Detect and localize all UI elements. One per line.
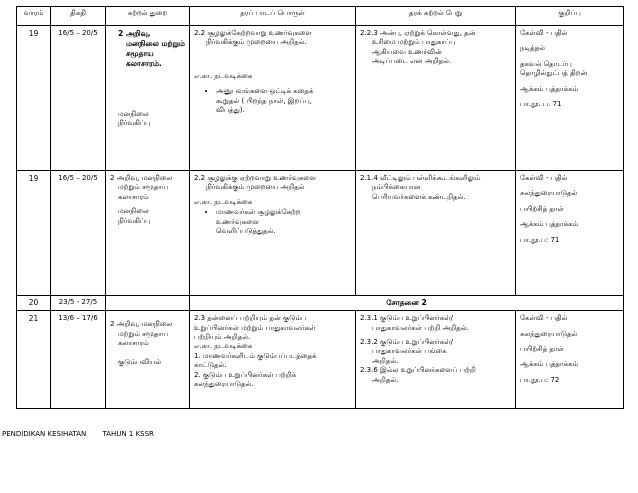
learning-standard-cell <box>356 311 516 409</box>
standard-line: நிர்வகிக்கும் முறையை அறிதல். <box>206 38 307 47</box>
standard-line: 2. குடும்ப உறுப்பினர்கள் பற்றிக் <box>194 370 297 379</box>
week-cell: 19 <box>17 171 51 296</box>
note-item: கலந்துரையாடுதல் <box>520 189 578 198</box>
note-item: பயிற்சித் தாள் <box>520 345 564 353</box>
outcome-line: 2.1.4 வீட்டிலும் பள்ளிக்கூடங்களிலும் <box>360 174 481 182</box>
header-date: திகதி <box>51 7 106 26</box>
table-row <box>17 26 624 171</box>
activity-list <box>194 208 351 236</box>
week-cell: 20 <box>17 296 51 311</box>
notes-cell <box>516 26 624 171</box>
standard-line: 2.2 சூழலுக்கு ஏற்றவாறு உணர்வுகளை <box>194 174 317 182</box>
note-item: கலந்துரையாடுதல் <box>520 329 578 338</box>
notes-cell <box>516 311 624 409</box>
date-cell: 13/6 – 17/6 <box>51 311 106 409</box>
note-item: தகவல் தொடர்பு தொழில்நுட்பத் திறன் <box>520 59 588 78</box>
field-line: 2 அறிவு, <box>118 29 151 38</box>
activity-label: எ.கா. நடவடிக்கை <box>194 197 253 206</box>
standard-line: உறுப்பினர்கள் மற்றும் பாதுகாவலர்கள் <box>194 323 316 332</box>
header-week: வாரம் <box>17 7 51 26</box>
page-footer <box>2 430 168 438</box>
week-cell: 21 <box>17 311 51 409</box>
week-cell: 19 <box>17 26 51 171</box>
date-cell: 16/5 – 20/5 <box>51 171 106 296</box>
exam-title: சோதனை 2 <box>190 296 624 311</box>
activity-label: எ.கா. நடவடிக்கை <box>194 71 253 80</box>
activity-item: • மாணவர்கள் சூழலுக்கேற்ற உணர்வுகளை வெளிப்படுத்துதல். <box>216 208 351 236</box>
field-line: 2 அறிவு, மனநிலை <box>110 174 173 182</box>
activity-label: எ.கா. நடவடிக்கை <box>194 342 253 351</box>
field-subtopic: நிர்வகிப்பு <box>118 118 151 127</box>
field-line: 2 அறிவு, மனநிலை <box>110 320 173 329</box>
note-item: ஆக்கம் புத்தாக்கம் <box>520 360 579 369</box>
field-subtopic: நிர்வகிப்பு <box>118 216 151 225</box>
outcome-line: பாதுகாவலர்கள் பற்றி அறிதல். <box>372 323 469 332</box>
header-content-standard: தரப் பாடப் பொருள் <box>190 7 356 26</box>
lesson-plan-table <box>16 6 624 409</box>
table-row <box>17 311 624 409</box>
learning-standard-cell <box>356 171 516 296</box>
note-item: கேள்வி - பதில் <box>520 174 568 182</box>
note-item: பயிற்சித் தாள் <box>520 204 564 213</box>
standard-line: 1. மாணவர்களிடம் குடும்பப்படத்தைக் <box>194 351 317 360</box>
table-row <box>17 171 624 296</box>
standard-line: நிர்வகிக்கும் முறையை அறிதல் <box>206 183 305 192</box>
outcome-line: 2.2.3 அன்பு, ஏற்றுக் கொள்வது, தன் <box>360 29 476 37</box>
date-cell: 23/5 - 27/5 <box>51 296 106 311</box>
field-line: கலாசாரம் <box>118 339 149 347</box>
field-line: சமூதாய <box>126 49 154 59</box>
outcome-line: 2.3.1 குடும்ப உறுப்பினர்கள்/ <box>360 314 453 323</box>
learning-field-cell <box>106 26 190 171</box>
standard-line: 2.2 சூழலுக்கேற்றவாறு உணர்வுகளை <box>194 29 312 37</box>
field-subtopic: குடும்பவியல் <box>118 358 162 367</box>
header-learning-field: கற்றல் துறை <box>106 7 190 26</box>
note-item: பா.நூ.ப: 71 <box>520 235 560 244</box>
header-notes: குறிப்பு <box>516 7 624 26</box>
standard-line: காட்டுதல். <box>194 361 227 370</box>
outcome-line: பாதுகாவலர்கள் பங்கை <box>372 347 447 356</box>
field-line: மனநிலை மற்றும் <box>126 39 185 49</box>
header-row <box>17 7 624 26</box>
outcome-line: ஆகியவை உணர்வின் <box>372 47 442 56</box>
field-line: கலாசாரம் <box>118 192 149 201</box>
field-subtopic: மனநிலை <box>118 207 149 216</box>
standard-line: 2.3 தன்னைப் பற்றியும் தன் குடும்ப <box>194 314 307 323</box>
content-standard-cell <box>190 26 356 171</box>
note-item: நடித்தல் <box>520 44 545 53</box>
note-item: கேள்வி - பதில் <box>520 314 568 323</box>
note-item: ஆக்கம் புத்தாக்கம் <box>520 84 579 93</box>
outcome-line: அடிப்படை என அறிதல். <box>372 57 452 66</box>
learning-field-cell <box>106 311 190 409</box>
footer-year: TAHUN 1 KSSR <box>102 430 154 438</box>
table-row <box>17 296 624 311</box>
outcome-line: உரிமை மற்றும் பாதுகாப்பு <box>372 38 456 47</box>
note-item: பா.நூ. ப. 71 <box>520 100 562 109</box>
content-standard-cell <box>190 311 356 409</box>
field-line: மற்றும் சமூதாய <box>118 183 168 192</box>
field-line: மற்றும் சமூதாய <box>118 329 168 338</box>
outcome-line: நம்பிக்கையான <box>372 183 421 192</box>
activity-list <box>194 87 351 115</box>
field-subtopic: மனநிலை <box>118 109 149 118</box>
learning-standard-cell <box>356 26 516 171</box>
standard-line: கலந்துரையாடுதல். <box>194 380 254 389</box>
activity-item: • அனுபவங்களை ஒட்டிக் கதைக் கூறுதல் ( பிறந்த நாள், இறப்பு, விபத்து). <box>216 87 351 115</box>
date-cell: 16/5 – 20/5 <box>51 26 106 171</box>
field-line: கலாசாரம். <box>126 59 162 69</box>
note-item: பா.நூ.ப: 72 <box>520 375 560 384</box>
note-item: ஆக்கம் புத்தாக்கம் <box>520 220 579 229</box>
note-item: கேள்வி - பதில் <box>520 29 568 37</box>
content-standard-cell <box>190 171 356 296</box>
outcome-line: அறிதல். <box>372 375 399 384</box>
standard-line: பற்றியும் அறிதல். <box>194 333 251 341</box>
header-learning-standard: தரக் கற்றல் பேறு <box>356 7 516 26</box>
outcome-line: அறிதல். <box>372 356 399 365</box>
outcome-line: பெரியவர்களைக் கண்டறிதல். <box>372 192 466 201</box>
learning-field-cell <box>106 171 190 296</box>
notes-cell <box>516 171 624 296</box>
outcome-line: 2.3.2 குடும்ப உறுப்பினர்கள்/ <box>360 338 453 346</box>
outcome-line: 2.3.6 இல்ல உறுப்பினர்களைப் பற்றி <box>360 366 476 375</box>
learning-field-cell <box>106 296 190 311</box>
footer-subject: PENDIDIKAN KESIHATAN <box>2 430 87 438</box>
